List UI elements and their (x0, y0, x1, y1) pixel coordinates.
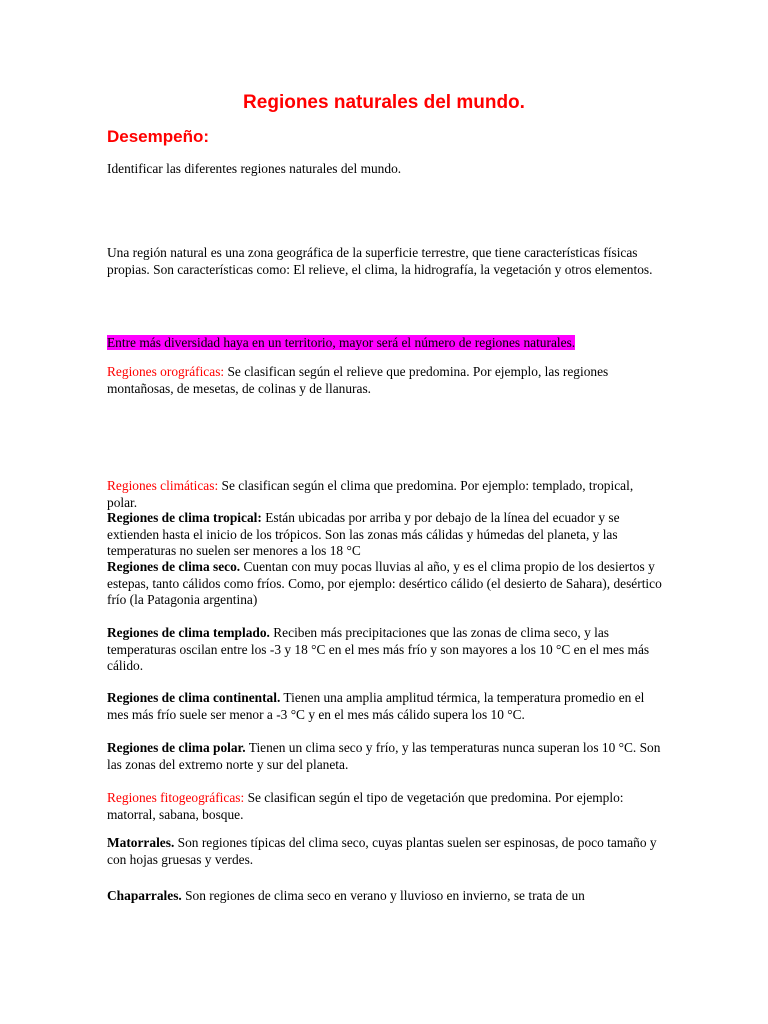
climatic-term: Regiones climáticas: (107, 478, 219, 493)
continental-paragraph (107, 690, 662, 723)
highlighted-text: Entre más diversidad haya en un territorio, mayor será el número de regiones naturales. (107, 335, 576, 350)
polar-text: Tienen un clima seco y frío, y las temperaturas nunca superan los 10 °C. Son las zonas del extremo norte y sur del planeta. (107, 740, 661, 772)
tropical-term: Regiones de clima tropical: (107, 510, 262, 525)
scrub-text: Son regiones típicas del clima seco, cuyas plantas suelen ser espinosas, de poco tamaño y con hojas gruesas y verdes. (107, 835, 657, 867)
polar-term: Regiones de clima polar. (107, 740, 246, 755)
phyto-text: Se clasifican según el tipo de vegetación que predomina. Por ejemplo: matorral, sabana, bosque. (107, 790, 624, 822)
page-title: Regiones naturales del mundo. (243, 92, 525, 113)
tropical-text: Están ubicadas por arriba y por debajo de la línea del ecuador y se extienden hasta el inicio de los trópicos. Son las zonas más cálidas y húmedas del planeta, y las temperaturas no suelen ser menores a los 18 °C (107, 510, 620, 558)
orographic-text: Se clasifican según el relieve que predomina. Por ejemplo, las regiones montañosas, de mesetas, de colinas y de llanuras. (107, 364, 609, 396)
continental-text: Tienen una amplia amplitud térmica, la temperatura promedio en el mes más frío suele ser menor a -3 °C y en el mes más cálido supera los 10 °C. (107, 690, 645, 722)
intro-paragraph: Una región natural es una zona geográfica de la superficie terrestre, que tiene características físicas propias. Son características como: El relieve, el clima, la hidrografía, la vegetación y otros elementos. (107, 245, 653, 277)
polar-paragraph (107, 740, 662, 773)
chaparral-paragraph (107, 888, 662, 905)
orographic-term: Regiones orográficas: (107, 364, 225, 379)
dry-paragraph (107, 559, 662, 609)
continental-term: Regiones de clima continental. (107, 690, 281, 705)
highlight-paragraph (107, 335, 662, 352)
temperate-paragraph (107, 625, 662, 675)
temperate-term: Regiones de clima templado. (107, 625, 270, 640)
scrub-paragraph (107, 835, 662, 868)
orographic-paragraph (107, 364, 662, 397)
tropical-paragraph (107, 510, 662, 560)
objective-paragraph: Identificar las diferentes regiones naturales del mundo. (107, 161, 402, 176)
chaparral-text: Son regiones de clima seco en verano y lluvioso en invierno, se trata de un (181, 888, 585, 903)
dry-term: Regiones de clima seco. (107, 559, 241, 574)
climatic-paragraph (107, 478, 662, 511)
section-heading: Desempeño: (107, 127, 210, 146)
temperate-text: Reciben más precipitaciones que las zonas de clima seco, y las temperaturas oscilan entre los -3 y 18 °C en el mes más frío y son mayores a los 10 °C en el mes más cálido. (107, 625, 650, 673)
scrub-term: Matorrales. (107, 835, 175, 850)
phyto-term: Regiones fitogeográficas: (107, 790, 245, 805)
climatic-text: Se clasifican según el clima que predomina. Por ejemplo: templado, tropical, polar. (107, 478, 634, 510)
dry-text: Cuentan con muy pocas lluvias al año, y es el clima propio de los desiertos y estepas, tanto cálidos como fríos. Como, por ejemplo: desértico cálido (el desierto de Sahara), desértico frío (la Patagonia argentina) (107, 559, 662, 607)
phyto-paragraph (107, 790, 662, 823)
chaparral-term: Chaparrales. (107, 888, 182, 903)
